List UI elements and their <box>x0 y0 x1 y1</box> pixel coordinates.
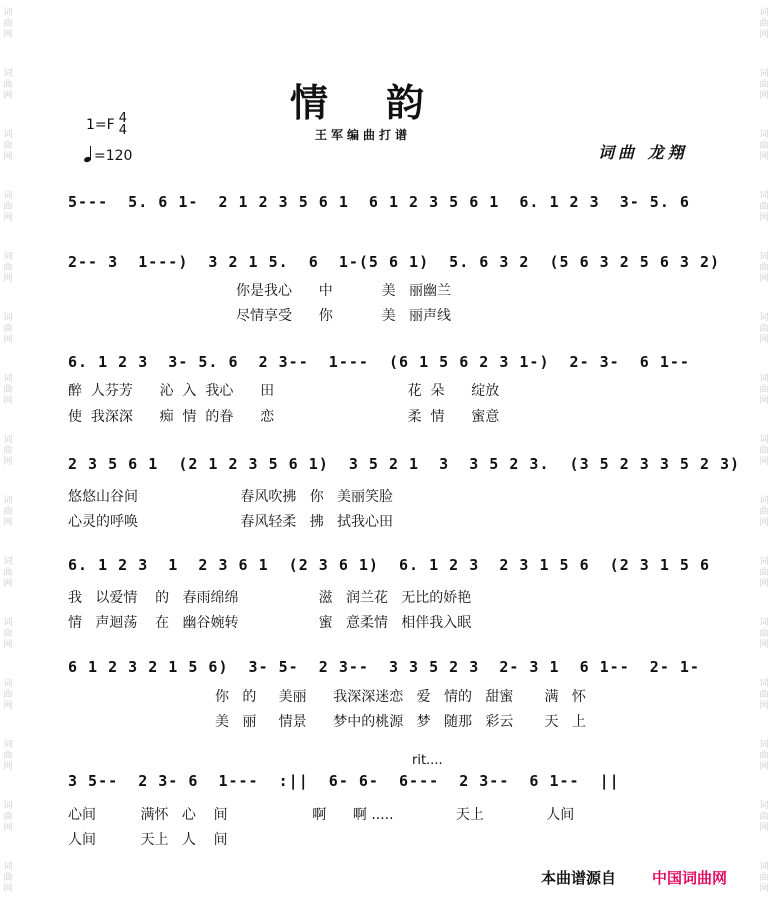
lyric-line-6-verse-1: 你 的 美丽 我深深迷恋 爱 情的 甜蜜 满 怀 <box>215 689 586 705</box>
watermark-text: 词 曲 网 <box>759 496 769 528</box>
watermark-text: 词 曲 网 <box>759 862 769 894</box>
watermark-text: 词 曲 网 <box>759 69 769 101</box>
watermark-text: 词 曲 网 <box>759 435 769 467</box>
watermark-left <box>0 0 16 915</box>
watermark-text: 词 曲 网 <box>759 618 769 650</box>
lyric-line-2-verse-1: 你是我心 中 美 丽幽兰 <box>236 283 452 299</box>
watermark-text: 词 曲 网 <box>759 679 769 711</box>
watermark-text: 词 曲 网 <box>3 740 13 772</box>
lyric-line-2-verse-2: 尽情享受 你 美 丽声线 <box>236 308 452 324</box>
arranger-credit: 王军编曲打谱 <box>315 128 412 142</box>
watermark-text: 词 曲 网 <box>759 313 769 345</box>
watermark-text: 词 曲 网 <box>3 679 13 711</box>
lyricist-composer: 词曲 龙翔 <box>598 143 688 162</box>
quarter-note-icon <box>84 146 94 162</box>
site-link[interactable]: 中国词曲网 <box>652 869 728 887</box>
score-line-1: 5--- 5. 6 1- 2 1 2 3 5 6 1 6 1 2 3 5 6 1 6. 1 2 3 3- 5. 6 <box>68 193 690 211</box>
lyric-line-4-verse-2: 心灵的呼唤 春风轻柔 拂 拭我心田 <box>68 514 394 530</box>
watermark-text: 词 曲 网 <box>759 374 769 406</box>
lyric-line-4-verse-1: 悠悠山谷间 春风吹拂 你 美丽笑脸 <box>68 489 394 505</box>
score-line-5: 6. 1 2 3 1 2 3 6 1 (2 3 6 1) 6. 1 2 3 2 3 1 5 6 (2 3 1 5 6 <box>68 556 710 574</box>
watermark-text: 词 曲 网 <box>3 130 13 162</box>
key-signature <box>86 113 127 137</box>
watermark-right <box>756 0 772 915</box>
score-line-4: 2 3 5 6 1 (2 1 2 3 5 6 1) 3 5 2 1 3 3 5 2 3. (3 5 2 3 3 5 2 3) <box>68 455 741 473</box>
watermark-text: 词 曲 网 <box>3 435 13 467</box>
lyric-line-6-verse-2: 美 丽 情景 梦中的桃源 梦 随那 彩云 天 上 <box>215 714 586 730</box>
lyric-line-5-verse-1: 我 以爱情 的 春雨绵绵 滋 润兰花 无比的娇艳 <box>68 590 472 606</box>
lyric-line-7-verse-2: 人间 天上 人 间 <box>68 832 228 848</box>
time-numerator: 4 <box>118 111 127 126</box>
watermark-text: 词 曲 网 <box>3 557 13 589</box>
lyric-line-3-verse-1: 醉 人芬芳 沁 入 我心 田 花 朵 绽放 <box>68 383 500 399</box>
watermark-text: 词 曲 网 <box>3 252 13 284</box>
watermark-text: 词 曲 网 <box>3 8 13 40</box>
source-label: 本曲谱源自 <box>541 869 617 887</box>
watermark-text: 词 曲 网 <box>759 130 769 162</box>
watermark-text: 词 曲 网 <box>3 618 13 650</box>
watermark-text: 词 曲 网 <box>759 191 769 223</box>
lyric-line-7-verse-1: 心间 满怀 心 间 啊 啊 ..... 天上 人间 <box>68 807 575 823</box>
watermark-text: 词 曲 网 <box>3 69 13 101</box>
score-line-7: 3 5-- 2 3- 6 1--- :|| 6- 6- 6--- 2 3-- 6 1-- || <box>68 772 620 790</box>
score-line-3: 6. 1 2 3 3- 5. 6 2 3-- 1--- (6 1 5 6 2 3 1-) 2- 3- 6 1-- <box>68 353 690 371</box>
watermark-text: 词 曲 网 <box>3 801 13 833</box>
time-denominator: 4 <box>118 123 127 138</box>
watermark-text: 词 曲 网 <box>759 8 769 40</box>
watermark-text: 词 曲 网 <box>759 740 769 772</box>
score-line-2: 2-- 3 1---) 3 2 1 5. 6 1-(5 6 1) 5. 6 3 2 (5 6 3 2 5 6 3 2) <box>68 253 720 271</box>
lyric-line-5-verse-2: 情 声迴荡 在 幽谷婉转 蜜 意柔情 相伴我入眠 <box>68 615 472 631</box>
ritardando-marking: rit.... <box>412 753 443 768</box>
watermark-text: 词 曲 网 <box>3 374 13 406</box>
watermark-text: 词 曲 网 <box>3 862 13 894</box>
score-line-6: 6 1 2 3 2 1 5 6) 3- 5- 2 3-- 3 3 5 2 3 2- 3 1 6 1-- 2- 1- <box>68 658 700 676</box>
watermark-text: 词 曲 网 <box>759 557 769 589</box>
watermark-text: 词 曲 网 <box>3 313 13 345</box>
time-signature <box>119 113 127 137</box>
tempo-marking <box>84 146 132 164</box>
tempo-value: =120 <box>94 148 133 164</box>
watermark-text: 词 曲 网 <box>3 496 13 528</box>
watermark-text: 词 曲 网 <box>3 191 13 223</box>
key-label: 1=F <box>86 117 115 133</box>
lyric-line-3-verse-2: 使 我深深 痴 情 的眷 恋 柔 情 蜜意 <box>68 409 500 425</box>
song-title: 情韵 <box>290 80 483 125</box>
watermark-text: 词 曲 网 <box>759 252 769 284</box>
watermark-text: 词 曲 网 <box>759 801 769 833</box>
